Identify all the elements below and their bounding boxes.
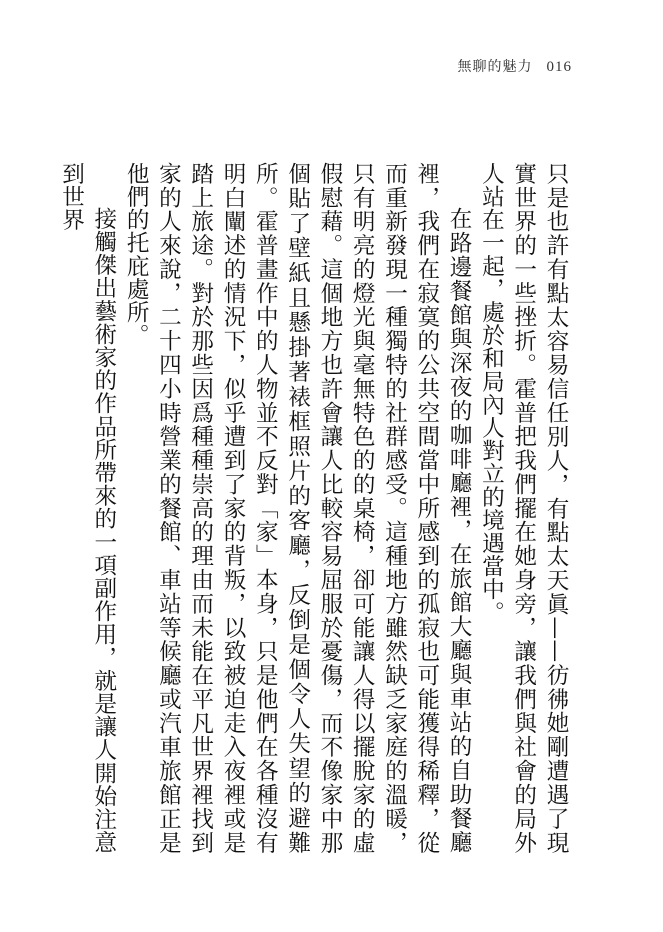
paragraph: 接觸傑出藝術家的作品所帶來的一項副作用，就是讓人開始注意到世界 — [58, 162, 117, 854]
paragraph: 在路邊餐館與深夜的咖啡廳裡，在旅館大廳與車站的自助餐廳裡，我們在寂寞的公共空間當中所感到的孤寂也可能獲得稀釋，從而重新發現一種獨特的社群感受。這種地方雖然缺乏家庭的溫暖，只有明亮的燈光與毫無特色的的桌椅，卻可能讓人得以擺脫家的虛假慰藉。這個地方也許會讓人比較容易屈服於憂傷，而不像家中那個貼了壁紙且懸掛著裱框照片的客廳，反倒是個令人失望的避難所。霍普畫作中的人物並不反對「家」本身，只是他們在各種沒有明白闡述的情況下，似乎遭到了家的背叛，以致被迫走入夜裡或是踏上旅途。對於那些因爲種種崇高的理由而未能在平凡世界裡找到家的人來說，二十四小時營業的餐館、車站等候廳或汽車旅館正是他們的托庇處所。 — [123, 162, 473, 854]
body-text — [55, 162, 572, 854]
page-number: 016 — [546, 59, 572, 75]
paragraph: 只是也許有點太容易信任別人，有點太天眞——彷彿她剛遭遇了現實世界的一些挫折。霍普把我們擺在她身旁，讓我們與社會的局外人站在一起，處於和局內人對立的境遇當中。 — [478, 162, 569, 854]
running-header — [458, 56, 573, 76]
book-title: 無聊的魅力 — [457, 59, 533, 75]
